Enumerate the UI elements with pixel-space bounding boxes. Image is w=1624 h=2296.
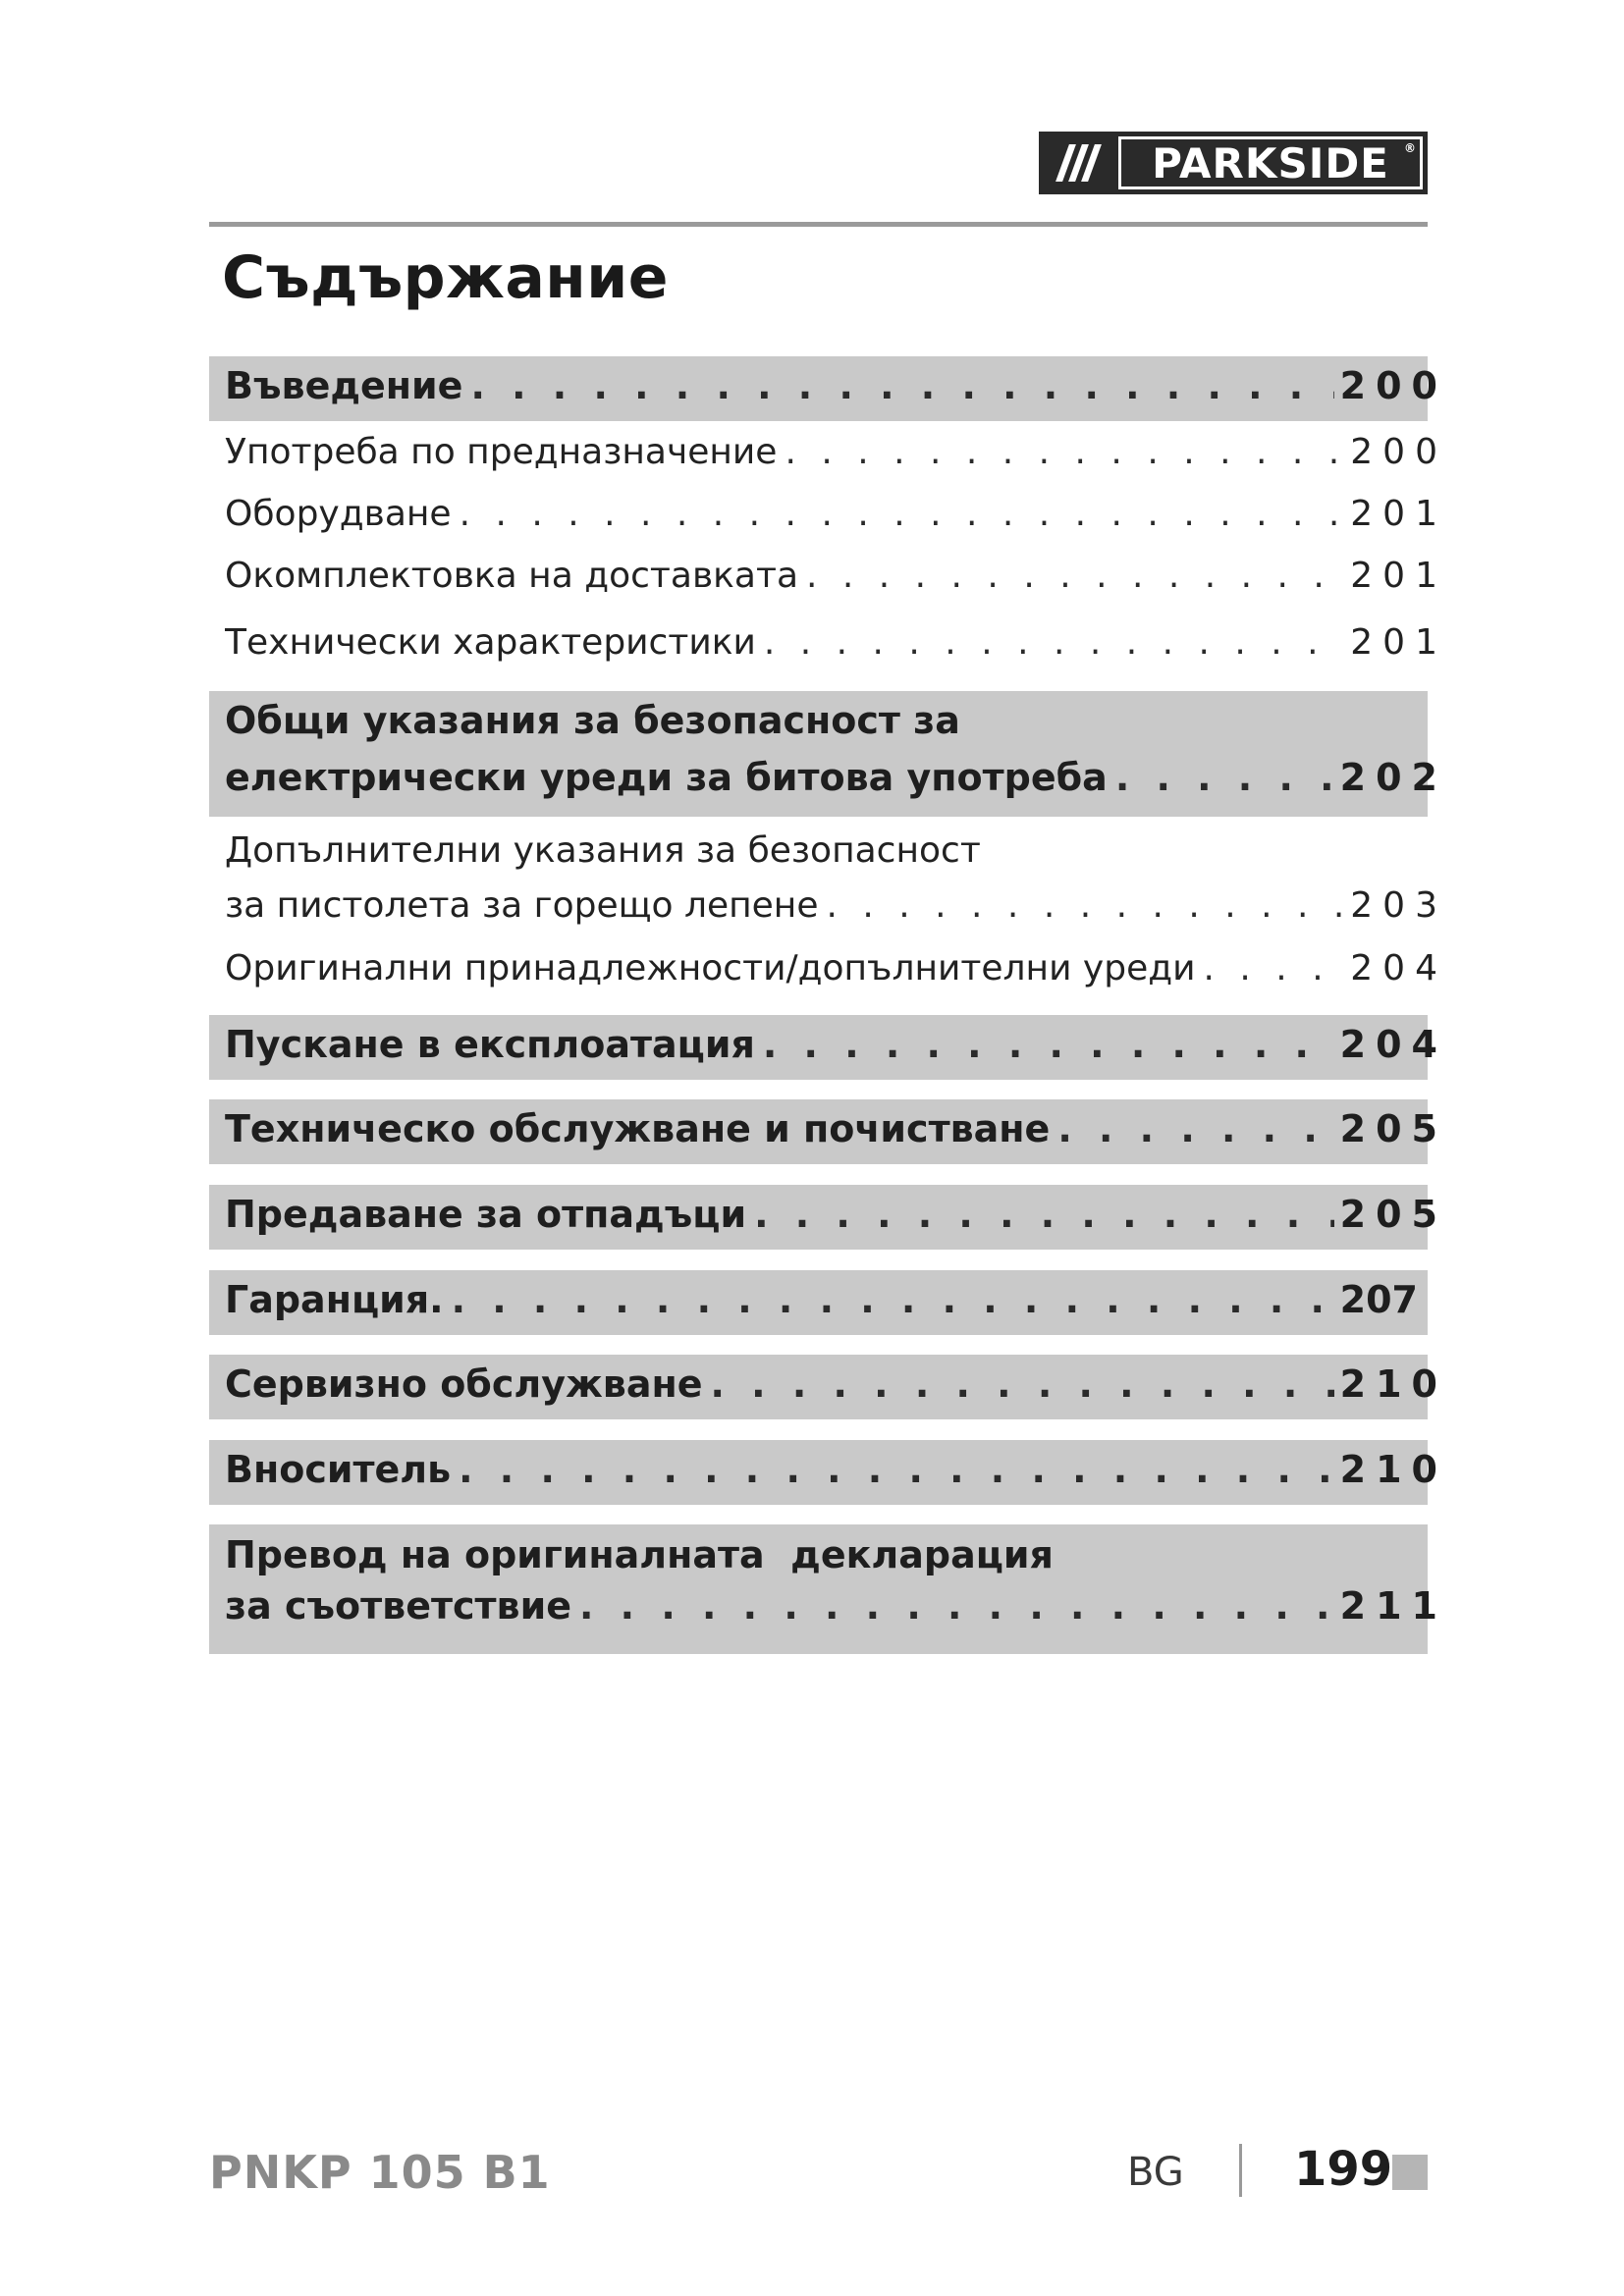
registered-mark: ®	[1404, 141, 1417, 155]
dot-leader	[459, 1448, 1334, 1491]
toc-label: Въведение	[225, 364, 463, 407]
toc-page: 207	[1339, 1278, 1418, 1321]
toc-page: 205	[1339, 1193, 1447, 1236]
toc-entry-importer[interactable]	[225, 1448, 1447, 1491]
toc-label: Технически характеристики	[225, 622, 756, 663]
toc-page: 205	[1339, 1107, 1447, 1150]
dot-leader	[1115, 756, 1334, 799]
dot-leader	[579, 1584, 1334, 1628]
toc-label: Гаранция.	[225, 1278, 444, 1321]
toc-entry-disposal[interactable]	[225, 1193, 1447, 1236]
toc-entry-technical-data[interactable]	[225, 622, 1447, 663]
toc-label: Окомплектовка на доставката	[225, 556, 798, 596]
toc-label: електрически уреди за битова употреба	[225, 756, 1108, 799]
toc-page: 201	[1350, 556, 1447, 596]
dot-leader	[754, 1193, 1334, 1236]
footer-separator	[1239, 2144, 1242, 2197]
dot-leader	[460, 494, 1345, 534]
toc-label: Оборудване	[225, 494, 452, 534]
toc-entry-service[interactable]	[225, 1362, 1447, 1406]
footer-square-icon	[1392, 2155, 1428, 2190]
toc-entry-scope-of-delivery[interactable]	[225, 556, 1447, 596]
footer-language-code: BG	[1127, 2150, 1184, 2195]
dot-leader	[764, 622, 1344, 663]
toc-page: 201	[1350, 622, 1447, 663]
toc-entry-equipment[interactable]	[225, 494, 1447, 534]
toc-entry-general-safety-line1[interactable]: Общи указания за безопасност за	[225, 699, 960, 742]
toc-page: 200	[1350, 432, 1447, 472]
toc-label: за пистолета за горещо лепене	[225, 885, 819, 926]
dot-leader	[470, 364, 1333, 407]
toc-entry-general-safety[interactable]	[225, 756, 1447, 799]
toc-label: Предаване за отпадъци	[225, 1193, 747, 1236]
toc-page: 211	[1339, 1584, 1447, 1628]
toc-entry-declaration-line1[interactable]: Превод на оригиналната декларация	[225, 1533, 1054, 1576]
toc-entry-warranty[interactable]	[225, 1278, 1447, 1321]
dot-leader	[711, 1362, 1334, 1406]
page-title: Съдържание	[222, 243, 669, 312]
toc-page: 210	[1339, 1448, 1447, 1491]
toc-page: 200	[1339, 364, 1447, 407]
toc-entry-startup[interactable]	[225, 1023, 1447, 1066]
toc-entry-declaration[interactable]	[225, 1584, 1447, 1628]
logo-text: PARKSIDE	[1152, 138, 1389, 187]
toc-label: Употреба по предназначение	[225, 432, 778, 472]
toc-page: 201	[1350, 494, 1447, 534]
toc-entry-intended-use[interactable]	[225, 432, 1447, 472]
toc-page: 204	[1350, 948, 1447, 988]
dot-leader	[785, 432, 1344, 472]
footer-model-number: PNKP 105 B1	[209, 2146, 551, 2199]
dot-leader	[1057, 1107, 1333, 1150]
toc-page: 202	[1339, 756, 1447, 799]
toc-entry-additional-safety-line1[interactable]: Допълнителни указания за безопасност	[225, 830, 981, 871]
toc-label: Оригинални принадлежности/допълнителни уреди	[225, 948, 1196, 988]
toc-label: за съответствие	[225, 1584, 572, 1628]
toc-label: Вноситель	[225, 1448, 452, 1491]
toc-entry-additional-safety[interactable]	[225, 885, 1447, 926]
dot-leader	[806, 556, 1344, 596]
dot-leader	[827, 885, 1345, 926]
toc-page: 210	[1339, 1362, 1447, 1406]
toc-entry-maintenance[interactable]	[225, 1107, 1447, 1150]
dot-leader	[452, 1278, 1334, 1321]
footer-page-number: 199	[1294, 2142, 1393, 2197]
dot-leader	[763, 1023, 1334, 1066]
toc-page: 204	[1339, 1023, 1447, 1066]
toc-entry-accessories[interactable]	[225, 948, 1447, 988]
toc-label: Техническо обслужване и почистване	[225, 1107, 1051, 1150]
toc-page: 203	[1350, 885, 1447, 926]
toc-entry-intro[interactable]	[225, 364, 1447, 407]
toc-label: Пускане в експлоатация	[225, 1023, 755, 1066]
toc-label: Сервизно обслужване	[225, 1362, 703, 1406]
dot-leader	[1204, 948, 1345, 988]
